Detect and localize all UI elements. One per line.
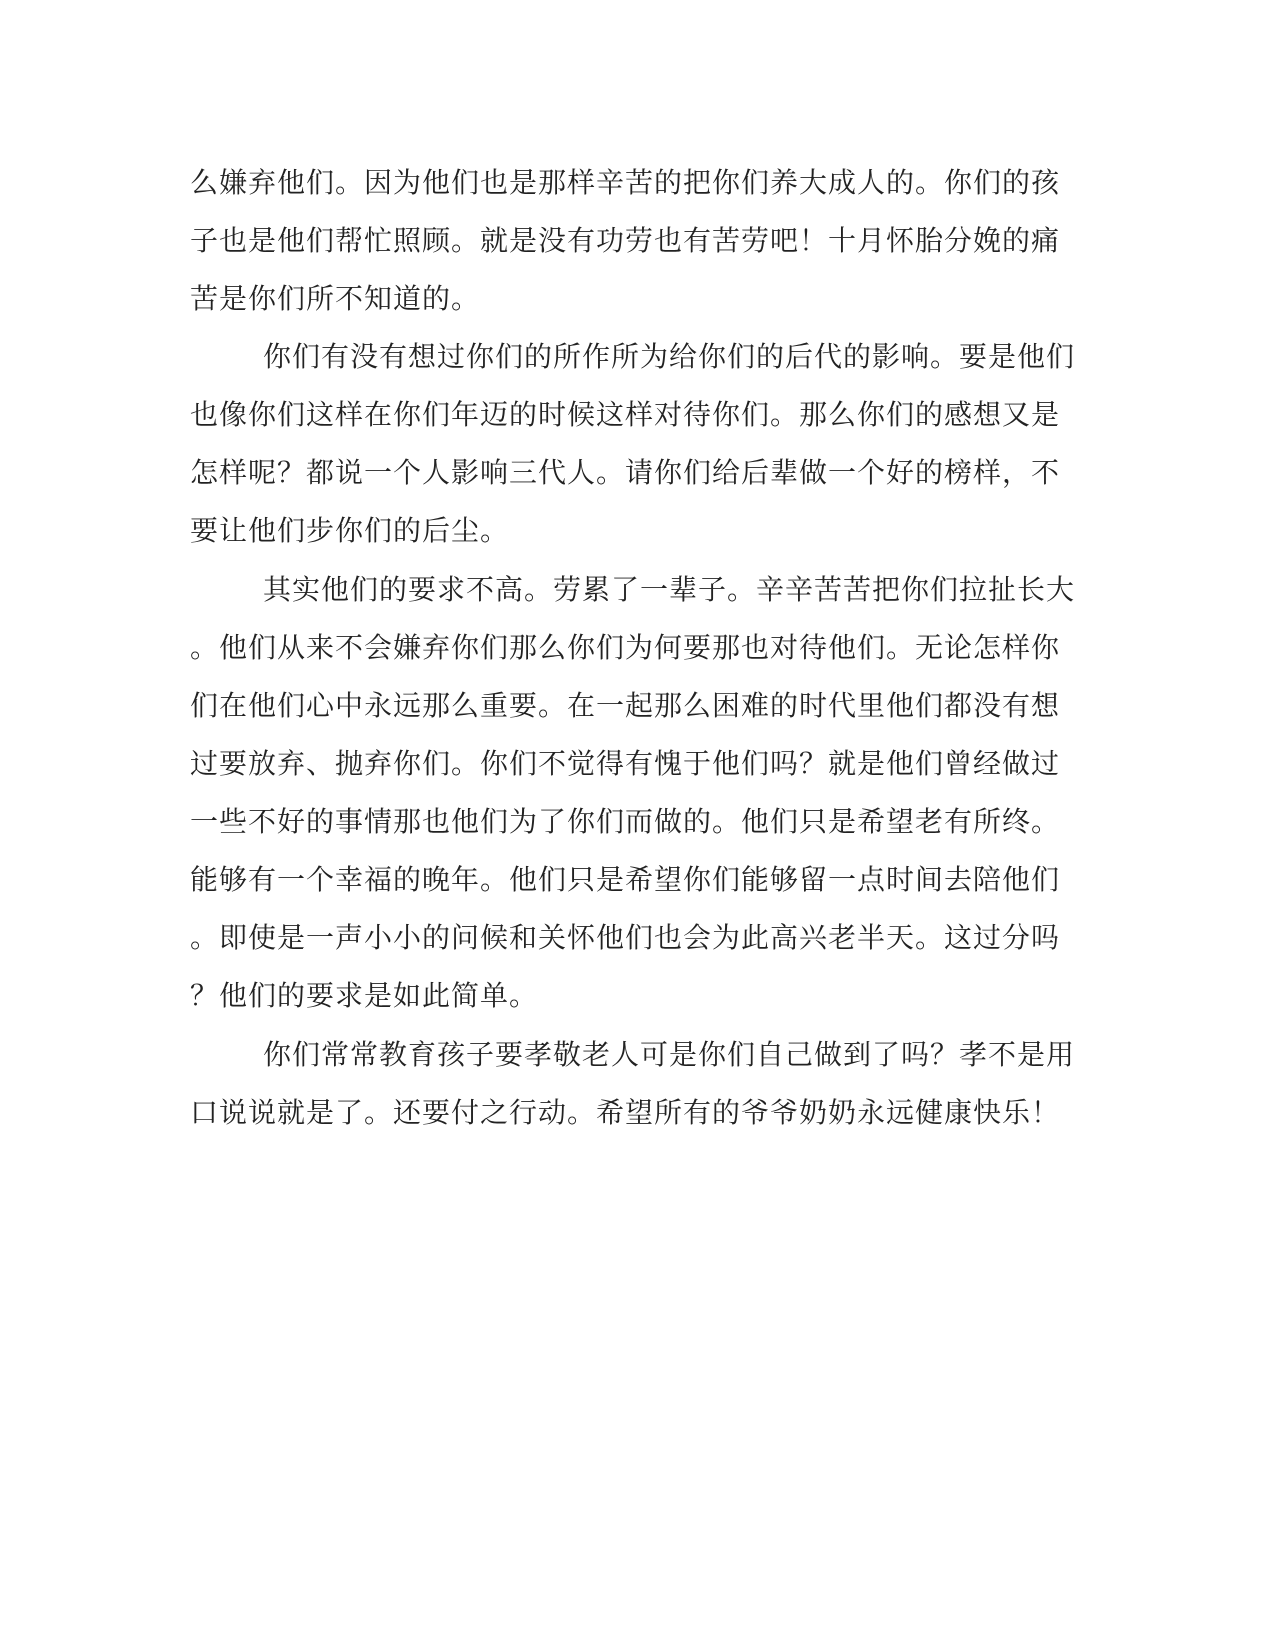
paragraph-line: 要让他们步你们的后尘。: [190, 514, 510, 547]
paragraph-line: 。即使是一声小小的问候和关怀他们也会为此高兴老半天。这过分吗: [190, 921, 1061, 954]
paragraph-line: 其实他们的要求不高。劳累了一辈子。辛辛苦苦把你们拉扯长大: [263, 573, 1076, 606]
paragraph-line: 也像你们这样在你们年迈的时候这样对待你们。那么你们的感想又是: [190, 398, 1061, 431]
paragraph-line: ？他们的要求是如此简单。: [190, 979, 539, 1012]
paragraph-line: 过要放弃、抛弃你们。你们不觉得有愧于他们吗？就是他们曾经做过: [190, 747, 1061, 780]
paragraph-line: 。他们从来不会嫌弃你们那么你们为何要那也对待他们。无论怎样你: [190, 631, 1061, 664]
paragraph-line: 口说说就是了。还要付之行动。希望所有的爷爷奶奶永远健康快乐！: [190, 1096, 1061, 1129]
paragraph-line: 苦是你们所不知道的。: [190, 282, 481, 315]
paragraph-line: 么嫌弃他们。因为他们也是那样辛苦的把你们养大成人的。你们的孩: [190, 166, 1061, 199]
paragraph-line: 能够有一个幸福的晚年。他们只是希望你们能够留一点时间去陪他们: [190, 863, 1061, 896]
paragraph-line: 你们有没有想过你们的所作所为给你们的后代的影响。要是他们: [263, 340, 1076, 373]
paragraph-line: 一些不好的事情那也他们为了你们而做的。他们只是希望老有所终。: [190, 805, 1061, 838]
paragraph-line: 们在他们心中永远那么重要。在一起那么困难的时代里他们都没有想: [190, 689, 1061, 722]
paragraph-line: 子也是他们帮忙照顾。就是没有功劳也有苦劳吧！十月怀胎分娩的痛: [190, 224, 1061, 257]
paragraph-line: 你们常常教育孩子要孝敬老人可是你们自己做到了吗？孝不是用: [263, 1038, 1076, 1071]
paragraph-line: 怎样呢？都说一个人影响三代人。请你们给后辈做一个好的榜样，不: [190, 456, 1061, 489]
